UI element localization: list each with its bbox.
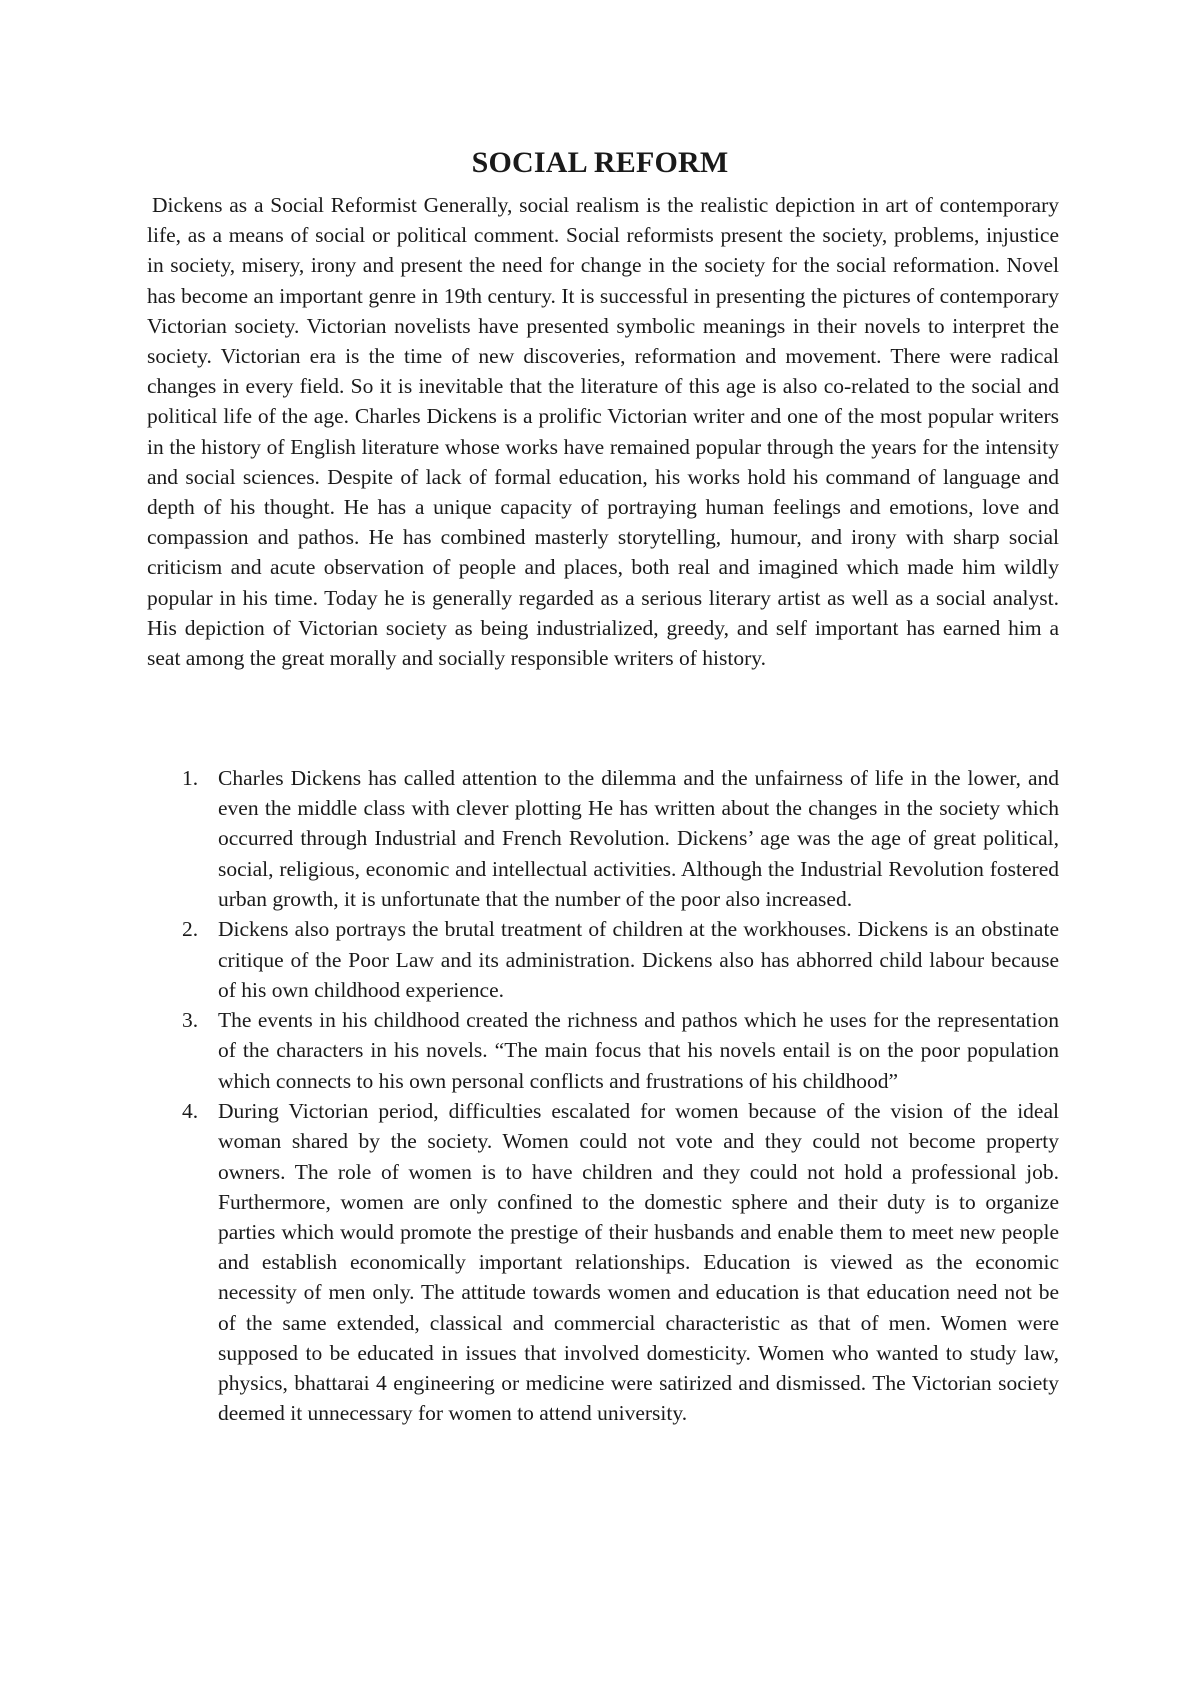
list-item-number: 4. [182, 1099, 199, 1124]
list-item-text: The events in his childhood created the richness and pathos which he uses for the representation of the characters in his novels. “The main focus that his novels entail is on the poor population which connects to his own personal conflicts and frustrations of his childhood” [218, 1008, 1059, 1093]
list-item-number: 2. [182, 917, 199, 942]
intro-paragraph: Dickens as a Social Reformist Generally, social realism is the realistic depiction in art of contemporary life, as a means of social or political comment. Social reformists present the society, problems, injustice in society, misery, irony and present the need for change in the society for the social reformation. Novel has become an important genre in 19th century. It is successful in presenting the pictures of contemporary Victorian society. Victorian novelists have presented symbolic meanings in their novels to interpret the society. Victorian era is the time of new discoveries, reformation and movement. There were radical changes in every field. So it is inevitable that the literature of this age is also co-related to the social and political life of the age. Charles Dickens is a prolific Victorian writer and one of the most popular writers in the history of English literature whose works have remained popular through the years for the intensity and social sciences. Despite of lack of formal education, his works hold his command of language and depth of his thought. He has a unique capacity of portraying human feelings and emotions, love and compassion and pathos. He has combined masterly storytelling, humour, and irony with sharp social criticism and acute observation of people and places, both real and imagined which made him wildly popular in his time. Today he is generally regarded as a serious literary artist as well as a social analyst. His depiction of Victorian society as being industrialized, greedy, and self important has earned him a seat among the great morally and socially responsible writers of history. [147, 193, 1059, 671]
list-item-number: 1. [182, 766, 199, 790]
page-title: SOCIAL REFORM [471, 146, 729, 179]
list-item-text: During Victorian period, difficulties escalated for women because of the vision of the ideal woman shared by the society. Women could not vote and they could not become property owners. The role of women is to have children and they could not hold a professional job. Furthermore, women are only confined to the domestic sphere and their duty is to organize parties which would promote the prestige of their husbands and enable them to meet new people and establish economically important relationships. Education is viewed as the economic necessity of men only. The attitude towards women and education is that education need not be of the same extended, classical and commercial characteristic as that of men. Women were supposed to be educated in issues that involved domesticity. Women who wanted to study law, physics, bhattarai 4 engineering or medicine were satirized and dismissed. The Victorian society deemed it unnecessary for women to attend university. [218, 1099, 1059, 1426]
list-item [182, 914, 1059, 1005]
list-item-text: Charles Dickens has called attention to the dilemma and the unfairness of life in the lower, and even the middle class with clever plotting He has written about the changes in the society which occurred through Industrial and French Revolution. Dickens’ age was the age of great political, social, religious, economic and intellectual activities. Although the Industrial Revolution fostered urban growth, it is unfortunate that the number of the poor also increased. [218, 766, 1059, 911]
list-item [182, 1005, 1059, 1096]
list-item-number: 3. [182, 1008, 199, 1033]
list-item-text: Dickens also portrays the brutal treatment of children at the workhouses. Dickens is an obstinate critique of the Poor Law and its administration. Dickens also has abhorred child labour because of his own childhood experience. [218, 917, 1059, 1002]
list-item [182, 1096, 1059, 1428]
list-item [182, 763, 1059, 914]
numbered-list [182, 763, 1059, 1429]
